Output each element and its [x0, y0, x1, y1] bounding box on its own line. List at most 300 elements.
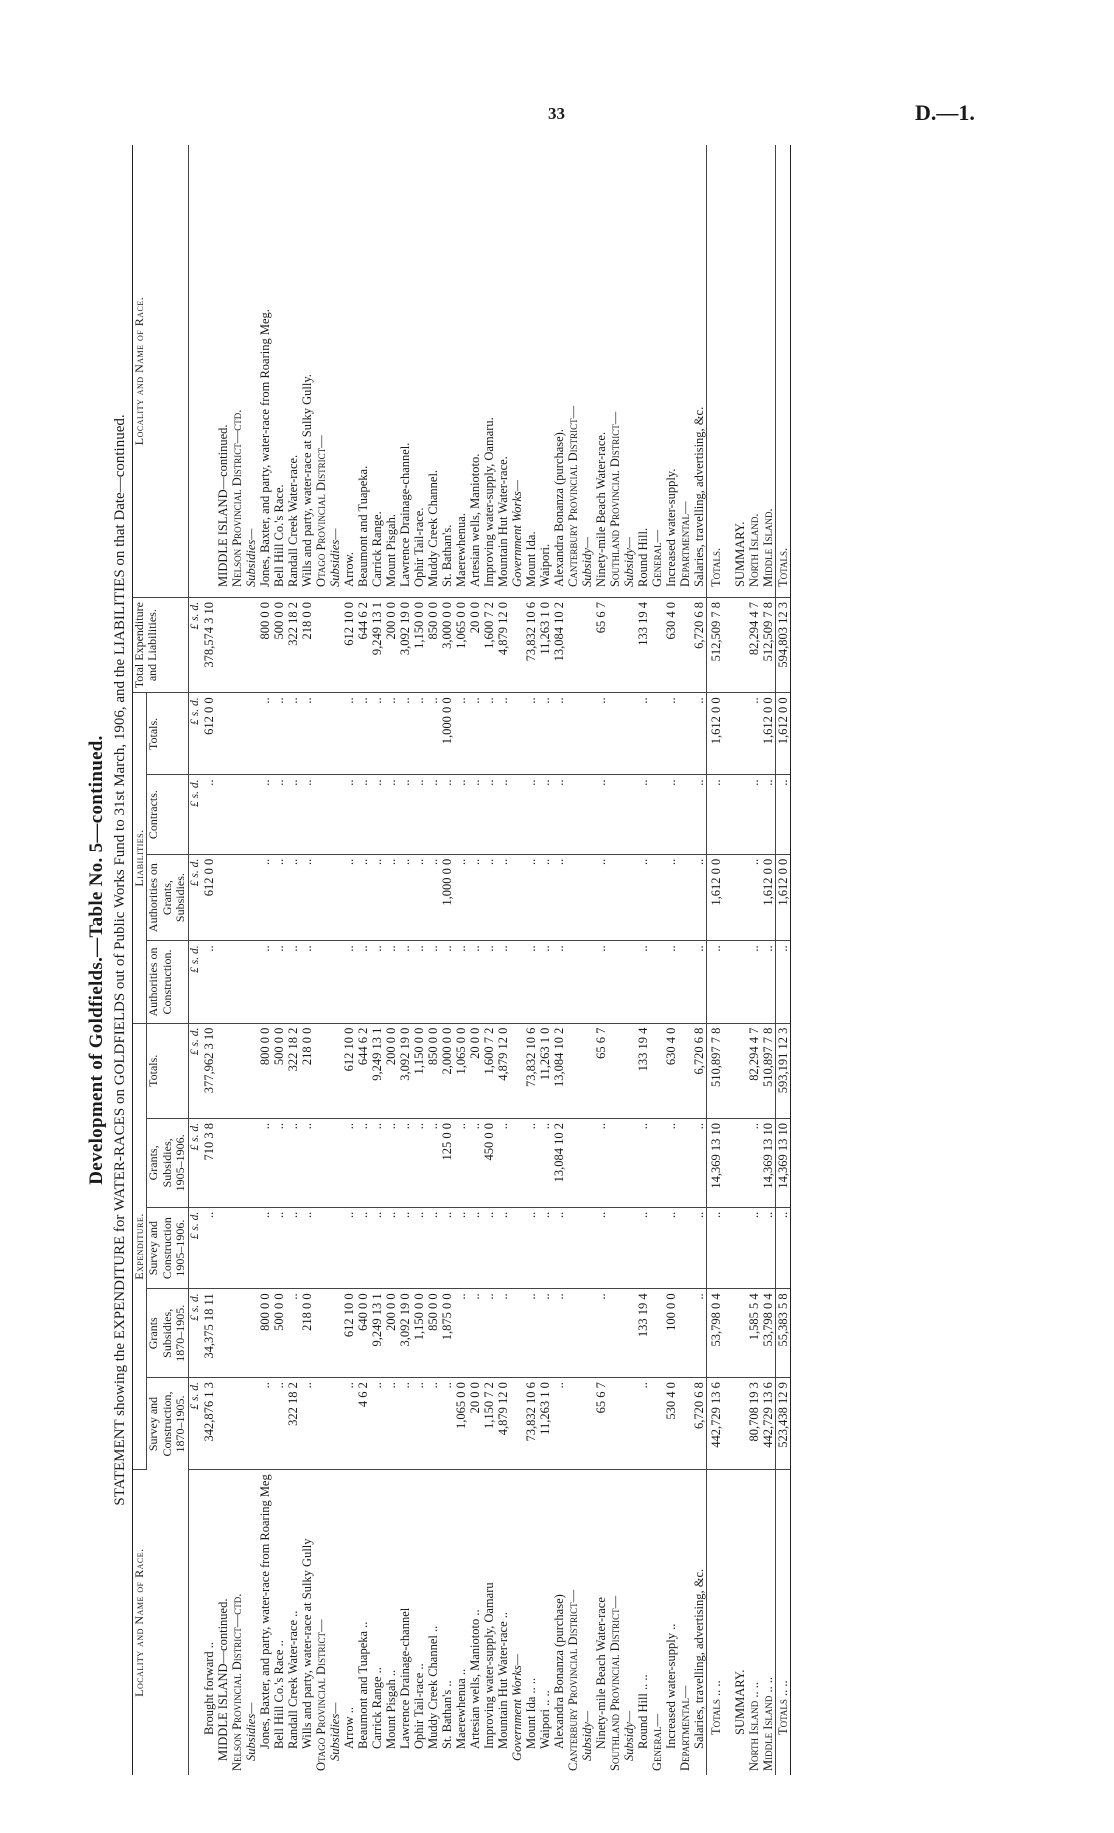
cell-c5 — [510, 1023, 524, 1118]
cell-c4: .. — [664, 1118, 678, 1207]
cell-c7: .. — [538, 854, 552, 941]
unit-label: £ s. d. — [188, 597, 201, 692]
cell-c3 — [678, 1207, 692, 1289]
cell-c10 — [650, 597, 664, 692]
header-exp-totals: Totals. — [147, 1023, 188, 1118]
cell-c3 — [314, 1207, 328, 1289]
cell-c5 — [608, 1023, 622, 1118]
cell-c1: 11,263 1 0 — [538, 1378, 552, 1470]
cell-c2 — [244, 1289, 258, 1378]
row-locality-right: Southland Provincial District— — [608, 145, 622, 597]
cell-c9 — [216, 693, 230, 775]
cell-c5: 500 0 0 — [272, 1023, 286, 1118]
cell-c3: .. — [412, 1207, 426, 1289]
cell-c10: 9,249 13 1 — [370, 597, 384, 692]
cell-c2: 218 0 0 — [300, 1289, 314, 1378]
cell-c6: .. — [300, 941, 314, 1023]
row-locality-right: Waipori. — [538, 145, 552, 597]
cell-c7: .. — [747, 854, 761, 941]
row-locality: Brought forward .. — [201, 1641, 216, 1735]
row-locality: Ophir Tail-race .. — [411, 1663, 426, 1749]
row-locality-right: St. Bathan's. — [440, 145, 454, 597]
cell-c5 — [216, 1023, 230, 1118]
row-locality: Alexandra Bonanza (purchase) — [551, 1594, 566, 1749]
cell-c5: 65 6 7 — [594, 1023, 608, 1118]
cell-c3: .. — [496, 1207, 510, 1289]
cell-c8 — [244, 775, 258, 854]
cell-c3: .. — [594, 1207, 608, 1289]
cell-c8: .. — [286, 775, 300, 854]
row-locality: Canterbury Provincial District— — [565, 1589, 580, 1771]
table-row — [580, 145, 594, 1775]
cell-c8: .. — [482, 775, 496, 854]
row-locality: Subsidies— — [243, 1702, 258, 1761]
cell-c6: .. — [272, 941, 286, 1023]
cell-c9: .. — [468, 693, 482, 775]
cell-c1: 530 4 0 — [664, 1378, 678, 1470]
header-grants-1905: Grants, Subsidies, 1905–1906. — [147, 1118, 188, 1207]
cell-c8 — [580, 775, 594, 854]
cell-c2: 200 0 0 — [384, 1289, 398, 1378]
cell-c6: .. — [440, 941, 454, 1023]
cell-c1: 442,729 13 6 — [761, 1378, 776, 1470]
cell-c3: .. — [468, 1207, 482, 1289]
row-locality: Beaumont and Tuapeka .. — [355, 1621, 370, 1749]
cell-c4 — [608, 1118, 622, 1207]
row-locality-right: Mountain Hut Water-race. — [496, 145, 510, 597]
cell-c4 — [580, 1118, 594, 1207]
cell-c1: 322 18 2 — [286, 1378, 300, 1470]
cell-c6: .. — [692, 941, 707, 1023]
cell-c5: 644 6 2 — [356, 1023, 370, 1118]
cell-c10 — [566, 597, 580, 692]
row-locality-right: Jones, Baxter, and party, water-race from Roaring Meg. — [258, 145, 272, 597]
cell-c3 — [244, 1207, 258, 1289]
cell-c2: 800 0 0 — [258, 1289, 272, 1378]
cell-c7 — [328, 854, 342, 941]
cell-c3: .. — [538, 1207, 552, 1289]
cell-c10: 3,092 19 0 — [398, 597, 412, 692]
cell-c3: .. — [524, 1207, 538, 1289]
cell-c1: .. — [342, 1378, 356, 1470]
header-total-exp-liab: Total Expenditure and Liabilities. — [133, 597, 189, 692]
cell-c7: .. — [398, 854, 412, 941]
cell-c4: .. — [468, 1118, 482, 1207]
row-locality: Ninety-mile Beach Water-race — [593, 1597, 608, 1749]
cell-c10: 1,600 7 2 — [482, 597, 496, 692]
cell-c6: .. — [398, 941, 412, 1023]
cell-c7 — [230, 854, 244, 941]
table-row — [202, 145, 216, 1775]
cell-c1: 342,876 1 3 — [202, 1378, 216, 1470]
cell-c5: 800 0 0 — [258, 1023, 272, 1118]
cell-c5: 1,600 7 2 — [482, 1023, 496, 1118]
cell-c9 — [566, 693, 580, 775]
cell-c3: .. — [426, 1207, 440, 1289]
cell-c1: 4,879 12 0 — [496, 1378, 510, 1470]
cell-c3: .. — [342, 1207, 356, 1289]
cell-c1 — [678, 1378, 692, 1470]
row-locality-right: Muddy Creek Channel. — [426, 145, 440, 597]
cell-c1 — [216, 1378, 230, 1470]
row-locality-right: Departmental— — [678, 145, 692, 597]
row-locality: Carrick Range .. — [369, 1667, 384, 1749]
cell-c9: .. — [594, 693, 608, 775]
unit-label: £ s. d. — [188, 1023, 201, 1118]
cell-c10: 800 0 0 — [258, 597, 272, 692]
cell-c4 — [314, 1118, 328, 1207]
units-row — [188, 145, 201, 1775]
cell-c6 — [314, 941, 328, 1023]
row-locality-right: Mount Ida. — [524, 145, 538, 597]
cell-c1 — [608, 1378, 622, 1470]
cell-c6: .. — [664, 941, 678, 1023]
cell-c9: .. — [747, 693, 761, 775]
cell-c2: 612 10 0 — [342, 1289, 356, 1378]
table-title: Development of Goldfields.—Table No. 5—continued. — [86, 735, 107, 1185]
cell-c4 — [230, 1118, 244, 1207]
cell-c4: 14,369 13 10 — [775, 1118, 790, 1207]
row-locality: Government Works— — [509, 1654, 524, 1761]
cell-c9: 1,612 0 0 — [761, 693, 776, 775]
row-locality-right: General— — [650, 145, 664, 597]
cell-c8: .. — [272, 775, 286, 854]
cell-c6: .. — [775, 941, 790, 1023]
cell-c2: 1,875 0 0 — [440, 1289, 454, 1378]
cell-c6: .. — [258, 941, 272, 1023]
cell-c8: .. — [747, 775, 761, 854]
cell-c1: .. — [272, 1378, 286, 1470]
cell-c3: .. — [440, 1207, 454, 1289]
cell-c6: .. — [482, 941, 496, 1023]
cell-c1: .. — [398, 1378, 412, 1470]
cell-c4: .. — [398, 1118, 412, 1207]
table-row — [482, 145, 496, 1775]
cell-c5: 593,191 12 3 — [775, 1023, 790, 1118]
unit-label: £ s. d. — [188, 693, 201, 775]
cell-c9: 1,612 0 0 — [706, 693, 723, 775]
section-identifier: D.—1. — [915, 100, 975, 125]
cell-c2: 1,150 0 0 — [412, 1289, 426, 1378]
cell-c2 — [650, 1289, 664, 1378]
table-row — [608, 145, 622, 1775]
table-row — [468, 145, 482, 1775]
cell-c3 — [622, 1207, 636, 1289]
cell-c7: 1,612 0 0 — [761, 854, 776, 941]
cell-c7 — [580, 854, 594, 941]
cell-c2: 100 0 0 — [664, 1289, 678, 1378]
cell-c4: 125 0 0 — [440, 1118, 454, 1207]
cell-c6: .. — [426, 941, 440, 1023]
cell-c1 — [510, 1378, 524, 1470]
cell-c8: .. — [398, 775, 412, 854]
cell-c7: .. — [426, 854, 440, 941]
cell-c7 — [244, 854, 258, 941]
cell-c6: .. — [747, 941, 761, 1023]
cell-c5: 82,294 4 7 — [747, 1023, 761, 1118]
cell-c8: .. — [594, 775, 608, 854]
cell-c5 — [678, 1023, 692, 1118]
row-locality: Otago Provincial District— — [313, 1619, 328, 1771]
cell-c5: 9,249 13 1 — [370, 1023, 384, 1118]
cell-c6: .. — [370, 941, 384, 1023]
cell-c2: .. — [496, 1289, 510, 1378]
table-row — [678, 145, 692, 1775]
cell-c8 — [510, 775, 524, 854]
row-locality-right — [202, 145, 216, 597]
cell-c10: 65 6 7 — [594, 597, 608, 692]
cell-c4: .. — [370, 1118, 384, 1207]
header-contracts: Contracts. — [147, 775, 188, 854]
cell-c8: .. — [706, 775, 723, 854]
row-locality-right: Middle Island. — [761, 145, 776, 597]
table-row — [412, 145, 426, 1775]
cell-c8 — [608, 775, 622, 854]
cell-c8: .. — [468, 775, 482, 854]
cell-c3 — [650, 1207, 664, 1289]
cell-c3 — [580, 1207, 594, 1289]
cell-c8: .. — [761, 775, 776, 854]
cell-c2: .. — [538, 1289, 552, 1378]
cell-c5: 6,720 6 8 — [692, 1023, 707, 1118]
cell-c7: .. — [300, 854, 314, 941]
header-grants-1870: Grants Subsidies, 1870–1905. — [147, 1289, 188, 1378]
cell-c10: 644 6 2 — [356, 597, 370, 692]
cell-c5: 218 0 0 — [300, 1023, 314, 1118]
cell-c6: .. — [342, 941, 356, 1023]
cell-c1: 1,065 0 0 — [454, 1378, 468, 1470]
cell-c5 — [622, 1023, 636, 1118]
cell-c9 — [678, 693, 692, 775]
table-row — [244, 145, 258, 1775]
cell-c9: .. — [412, 693, 426, 775]
cell-c2 — [678, 1289, 692, 1378]
cell-c7: .. — [342, 854, 356, 941]
cell-c4: .. — [454, 1118, 468, 1207]
cell-c7 — [566, 854, 580, 941]
row-locality-right: Round Hill. — [636, 145, 650, 597]
cell-c9: .. — [398, 693, 412, 775]
cell-c4: 13,084 10 2 — [552, 1118, 566, 1207]
cell-c3: .. — [202, 1207, 216, 1289]
cell-c5 — [650, 1023, 664, 1118]
cell-c9 — [314, 693, 328, 775]
cell-c2: 9,249 13 1 — [370, 1289, 384, 1378]
table-row — [230, 145, 244, 1775]
cell-c6: .. — [761, 941, 776, 1023]
cell-c4: 710 3 8 — [202, 1118, 216, 1207]
cell-c8: .. — [524, 775, 538, 854]
cell-c8: .. — [356, 775, 370, 854]
cell-c8: .. — [258, 775, 272, 854]
cell-c3: .. — [286, 1207, 300, 1289]
cell-c9 — [328, 693, 342, 775]
row-locality-right: Wills and party, water-race at Sulky Gully. — [300, 145, 314, 597]
row-locality: Randall Creek Water-race .. — [285, 1610, 300, 1749]
page-number: 33 — [548, 104, 565, 123]
cell-c3: .. — [636, 1207, 650, 1289]
cell-c9 — [650, 693, 664, 775]
table-row — [286, 145, 300, 1775]
row-locality-right: Bell Hill Co.'s Race. — [272, 145, 286, 597]
cell-c7: .. — [258, 854, 272, 941]
cell-c3: .. — [272, 1207, 286, 1289]
cell-c8: .. — [440, 775, 454, 854]
row-locality: Round Hill .. .. — [635, 1674, 650, 1749]
cell-c5: 3,092 19 0 — [398, 1023, 412, 1118]
cell-c10 — [608, 597, 622, 692]
cell-c4 — [510, 1118, 524, 1207]
cell-c2: 133 19 4 — [636, 1289, 650, 1378]
table-row — [356, 145, 370, 1775]
cell-c10 — [244, 597, 258, 692]
cell-c8 — [678, 775, 692, 854]
cell-c6 — [580, 941, 594, 1023]
cell-c10: 1,150 0 0 — [412, 597, 426, 692]
unit-label: £ s. d. — [188, 1207, 201, 1289]
row-locality-right: Government Works— — [510, 145, 524, 597]
table-row-summary — [761, 145, 776, 1775]
cell-c3: .. — [454, 1207, 468, 1289]
cell-c1 — [244, 1378, 258, 1470]
cell-c5 — [328, 1023, 342, 1118]
cell-c7: .. — [454, 854, 468, 941]
row-locality: Jones, Baxter, and party, water-race from Roaring Meg — [257, 1474, 272, 1749]
row-locality-right: Canterbury Provincial District— — [566, 145, 580, 597]
cell-c1: .. — [300, 1378, 314, 1470]
cell-c10 — [510, 597, 524, 692]
cell-c3: .. — [706, 1207, 723, 1289]
cell-c7: 612 0 0 — [202, 854, 216, 941]
cell-c10: 6,720 6 8 — [692, 597, 707, 692]
cell-c9 — [244, 693, 258, 775]
cell-c7: .. — [286, 854, 300, 941]
cell-c3: .. — [692, 1207, 707, 1289]
cell-c5: 612 10 0 — [342, 1023, 356, 1118]
cell-c6 — [622, 941, 636, 1023]
cell-c2 — [580, 1289, 594, 1378]
unit-label: £ s. d. — [188, 854, 201, 941]
cell-c7: .. — [552, 854, 566, 941]
cell-c6: .. — [594, 941, 608, 1023]
row-locality: Totals .. .. — [706, 1470, 723, 1775]
cell-c4: 14,369 13 10 — [761, 1118, 776, 1207]
cell-c2: 640 0 0 — [356, 1289, 370, 1378]
row-locality-right: Totals. — [775, 145, 790, 597]
row-locality: Waipori .. .. — [537, 1690, 552, 1749]
row-locality: Maerewhenua .. — [453, 1668, 468, 1749]
table-row — [454, 145, 468, 1775]
cell-c10 — [216, 597, 230, 692]
row-locality-right: Subsidy— — [622, 145, 636, 597]
cell-c9: .. — [524, 693, 538, 775]
cell-c10: 512,509 7 8 — [761, 597, 776, 692]
cell-c8: .. — [342, 775, 356, 854]
cell-c5: 377,962 3 10 — [202, 1023, 216, 1118]
cell-c7 — [216, 854, 230, 941]
cell-c8: .. — [664, 775, 678, 854]
cell-c1: .. — [370, 1378, 384, 1470]
table-row — [566, 145, 580, 1775]
cell-c4: .. — [356, 1118, 370, 1207]
cell-c8 — [328, 775, 342, 854]
row-locality-right: Subsidies— — [244, 145, 258, 597]
cell-c10: 500 0 0 — [272, 597, 286, 692]
cell-c4: .. — [538, 1118, 552, 1207]
cell-c9: 612 0 0 — [202, 693, 216, 775]
cell-c10: 594,803 12 3 — [775, 597, 790, 692]
cell-c7: .. — [482, 854, 496, 941]
cell-c4: .. — [412, 1118, 426, 1207]
cell-c1 — [566, 1378, 580, 1470]
cell-c2: .. — [286, 1289, 300, 1378]
cell-c3: .. — [664, 1207, 678, 1289]
cell-c8: .. — [636, 775, 650, 854]
cell-c3: .. — [258, 1207, 272, 1289]
cell-c4: .. — [426, 1118, 440, 1207]
cell-c7: .. — [664, 854, 678, 941]
cell-c6 — [230, 941, 244, 1023]
cell-c9: .. — [552, 693, 566, 775]
cell-c10 — [678, 597, 692, 692]
cell-c9: .. — [482, 693, 496, 775]
cell-c4 — [216, 1118, 230, 1207]
cell-c9: .. — [426, 693, 440, 775]
cell-c5: 322 18 2 — [286, 1023, 300, 1118]
row-locality-right: Mount Pisgah. — [384, 145, 398, 597]
table-row — [342, 145, 356, 1775]
cell-c4: .. — [692, 1118, 707, 1207]
header-locality-right: Locality and Name of Race. — [133, 145, 189, 597]
cell-c2: 3,092 19 0 — [398, 1289, 412, 1378]
cell-c5: 20 0 0 — [468, 1023, 482, 1118]
cell-c3 — [566, 1207, 580, 1289]
row-locality-right: Totals. — [706, 145, 723, 597]
cell-c1 — [328, 1378, 342, 1470]
cell-c3 — [608, 1207, 622, 1289]
row-locality-right: Maerewhenua. — [454, 145, 468, 597]
row-locality: North Island .. .. — [746, 1681, 761, 1771]
row-locality-right: Carrick Range. — [370, 145, 384, 597]
cell-c5: 200 0 0 — [384, 1023, 398, 1118]
cell-c9 — [580, 693, 594, 775]
table-row-summary-totals — [775, 145, 790, 1775]
cell-c10: 73,832 10 6 — [524, 597, 538, 692]
cell-c5: 11,263 1 0 — [538, 1023, 552, 1118]
row-locality: Arrow .. — [341, 1706, 356, 1749]
cell-c8 — [230, 775, 244, 854]
table-row — [426, 145, 440, 1775]
cell-c7: 1,612 0 0 — [706, 854, 723, 941]
cell-c3: .. — [775, 1207, 790, 1289]
cell-c6 — [216, 941, 230, 1023]
cell-c8: .. — [552, 775, 566, 854]
cell-c7: .. — [496, 854, 510, 941]
cell-c8: .. — [538, 775, 552, 854]
cell-c2: .. — [594, 1289, 608, 1378]
cell-c6: .. — [384, 941, 398, 1023]
cell-c1: 73,832 10 6 — [524, 1378, 538, 1470]
unit-label: £ s. d. — [188, 775, 201, 854]
cell-c2: 53,798 0 4 — [761, 1289, 776, 1378]
row-locality-right: North Island. — [747, 145, 761, 597]
cell-c4: .. — [272, 1118, 286, 1207]
cell-c4: 450 0 0 — [482, 1118, 496, 1207]
row-locality: Bell Hill Co.'s Race .. — [271, 1640, 286, 1749]
cell-c8: .. — [300, 775, 314, 854]
table-title-block — [86, 145, 129, 1775]
cell-c4 — [566, 1118, 580, 1207]
